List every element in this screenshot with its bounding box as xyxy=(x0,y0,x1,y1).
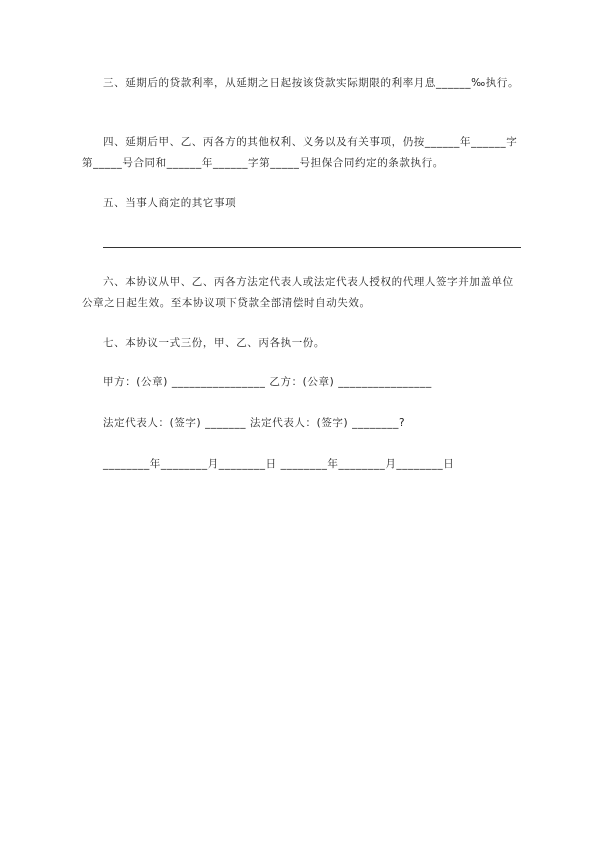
blank-fill-line xyxy=(103,247,521,248)
clause-4: 四、延期后甲、乙、丙各方的其他权利、义务以及有关事项，仍按______年______字第_____号合同和______年______字第_____号担保合同约定的条款执行。 xyxy=(82,136,518,169)
clause-5: 五、当事人商定的其它事项 xyxy=(103,197,237,209)
clause-7: 七、本协议一式三份，甲、乙、丙各执一份。 xyxy=(103,337,325,349)
representative-signature-line: 法定代表人：(签字) _______ 法定代表人：(签字) ________? xyxy=(103,417,406,429)
party-seal-line: 甲方：(公章) ________________ 乙方：(公章) ________________ xyxy=(103,376,432,388)
clause-6: 六、本协议从甲、乙、丙各方法定代表人或法定代表人授权的代理人签字并加盖单位公章之日起生效。至本协议项下贷款全部清偿时自动失效。 xyxy=(82,276,514,309)
clause-3: 三、延期后的贷款利率，从延期之日起按该贷款实际期限的利率月息______‰执行。 xyxy=(103,77,520,89)
date-line: ________年________月________日 ________年________月________日 xyxy=(103,458,455,470)
